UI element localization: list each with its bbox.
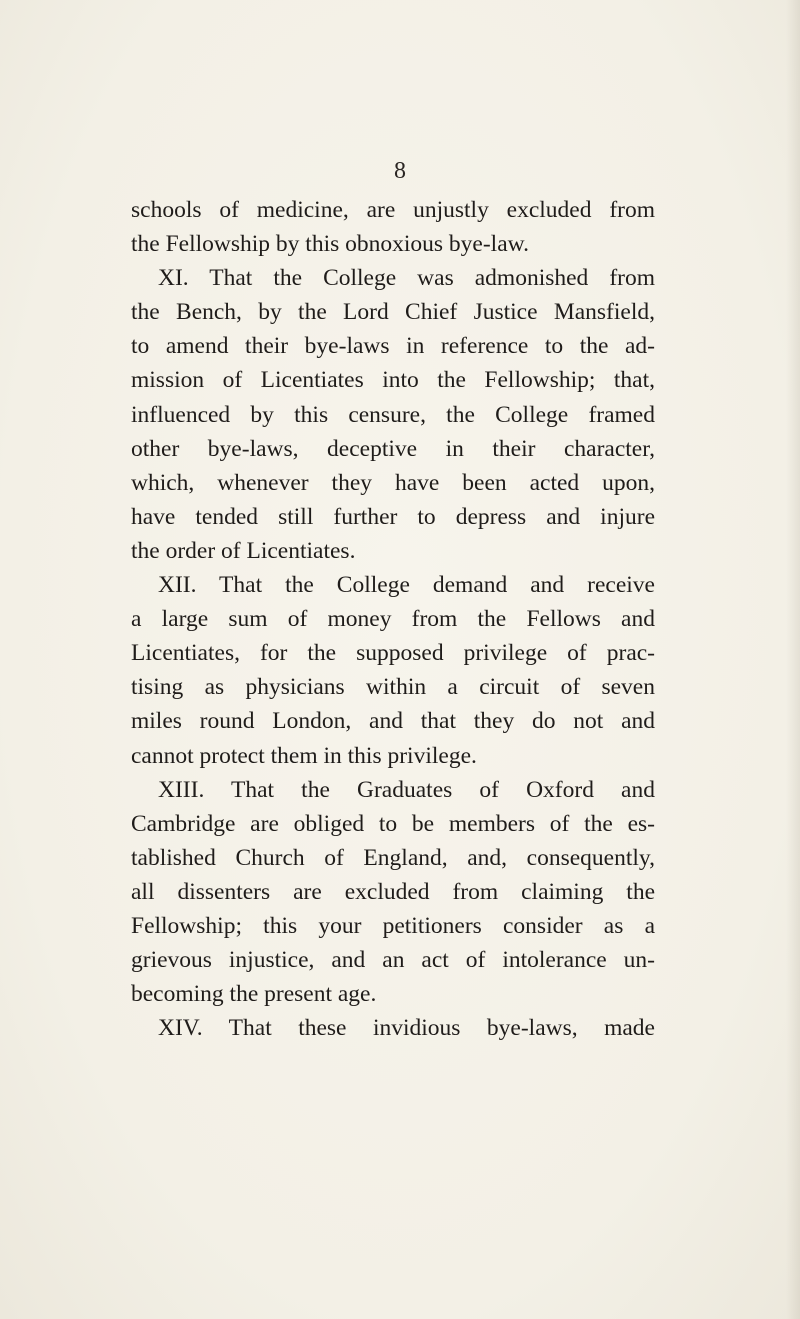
text-line: mission of Licentiates into the Fellowship; that, [131,367,655,394]
text-line: grievous injustice, and an act of intolerance un- [131,947,655,974]
text-line: the Fellowship by this obnoxious bye-law. [131,231,529,258]
text-line: XI. That the College was admonished from [158,265,655,292]
text-line: Licentiates, for the supposed privilege of prac- [131,640,655,667]
text-line: XII. That the College demand and receive [158,572,655,599]
text-line: have tended still further to depress and injure [131,503,655,530]
text-line: miles round London, and that they do not and [131,708,655,735]
text-line: the Bench, by the Lord Chief Justice Mansfield, [131,299,655,326]
body-text [131,193,655,1045]
text-line: Cambridge are obliged to be members of the es- [131,810,655,837]
text-line: cannot protect them in this privilege. [131,742,477,769]
text-line: tablished Church of England, and, consequently, [131,844,655,871]
text-line: XIII. That the Graduates of Oxford and [158,776,655,803]
page-edge-shadow [786,0,800,1319]
text-line: becoming the present age. [131,981,377,1008]
text-line: a large sum of money from the Fellows and [131,606,655,633]
text-line: Fellowship; this your petitioners consider as a [131,912,655,939]
page-number: 8 [394,158,406,184]
text-line: tising as physicians within a circuit of seven [131,674,655,701]
text-line: the order of Licentiates. [131,537,356,564]
text-line: other bye-laws, deceptive in their character, [131,435,655,462]
text-line: which, whenever they have been acted upon, [131,469,655,496]
text-line: all dissenters are excluded from claiming the [131,878,655,905]
text-line: XIV. That these invidious bye-laws, made [158,1015,655,1042]
text-line: influenced by this censure, the College framed [131,401,655,428]
text-line: to amend their bye-laws in reference to the ad- [131,333,655,360]
text-line: schools of medicine, are unjustly excluded from [131,197,655,223]
